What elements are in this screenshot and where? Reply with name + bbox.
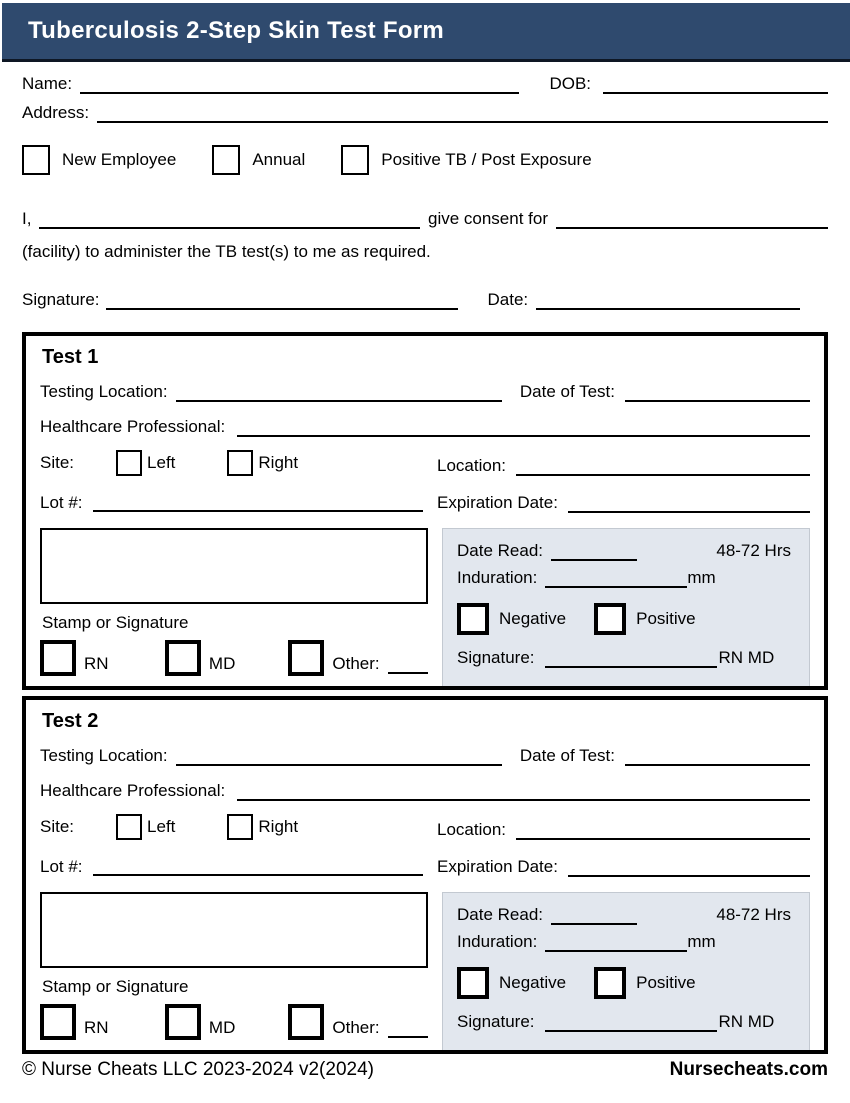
dob-field-line[interactable] [603, 76, 828, 94]
stamp-signature-box[interactable] [40, 528, 428, 604]
test1-read-panel [442, 528, 810, 686]
test2-lot-group [40, 857, 437, 877]
facility-text-row [22, 242, 828, 262]
site-right-checkbox[interactable] [227, 814, 253, 840]
location-label: Location: [437, 456, 506, 475]
expiration-label: Expiration Date: [437, 857, 558, 876]
form-body [0, 74, 850, 310]
reason-annual [212, 145, 305, 175]
date-read-row [457, 905, 795, 925]
negative-checkbox[interactable] [457, 603, 489, 635]
other-checkbox[interactable] [288, 1004, 324, 1040]
site-left-checkbox[interactable] [116, 814, 142, 840]
read-window-label: 48-72 Hrs [716, 905, 791, 924]
positive-label: Positive [636, 609, 696, 628]
reason-checkbox-row [22, 145, 828, 175]
credentials-label: RN MD [718, 1012, 775, 1031]
footer [22, 1059, 828, 1081]
negative-checkbox[interactable] [457, 967, 489, 999]
testing-location-line[interactable] [176, 384, 502, 402]
induration-line[interactable] [545, 932, 687, 952]
result-row [457, 603, 795, 635]
panel-signature-label: Signature: [457, 1012, 535, 1031]
annual-label: Annual [252, 150, 306, 169]
mm-unit-label: mm [687, 568, 716, 587]
signature-date-row [22, 290, 828, 310]
site-label: Site: [40, 817, 75, 836]
consent-name-line[interactable] [39, 211, 420, 229]
test2-site-row [40, 814, 810, 840]
reason-new-employee [22, 145, 176, 175]
panel-signature-line[interactable] [545, 648, 717, 668]
expiration-label: Expiration Date: [437, 493, 558, 512]
form-title: Tuberculosis 2-Step Skin Test Form [28, 17, 445, 44]
form-header-bar [2, 3, 850, 62]
test1-lot-group [40, 493, 437, 513]
stamp-caption: Stamp or Signature [42, 977, 189, 996]
test2-credential-row [40, 1004, 428, 1040]
test2-stamp-column [40, 892, 442, 1050]
reason-positive-tb [341, 145, 591, 175]
site-right-checkbox[interactable] [227, 450, 253, 476]
date-read-label: Date Read: [457, 905, 543, 924]
md-label: MD [208, 654, 236, 673]
positive-checkbox[interactable] [594, 967, 626, 999]
test2-expiration-group [437, 857, 810, 877]
site-left-label: Left [147, 817, 176, 836]
address-row [22, 103, 828, 123]
facility-text: (facility) to administer the TB test(s) to me as required. [22, 242, 431, 261]
location-line[interactable] [516, 458, 810, 476]
date-read-line[interactable] [551, 541, 637, 561]
signature-field-line[interactable] [106, 292, 458, 310]
test2-location-group [437, 814, 810, 840]
negative-label: Negative [499, 609, 567, 628]
panel-signature-label: Signature: [457, 648, 535, 667]
test1-location-group [437, 450, 810, 476]
healthcare-professional-line[interactable] [237, 419, 810, 437]
copyright-text: © Nurse Cheats LLC 2023-2024 v2(2024) [22, 1059, 374, 1080]
test1-site-row [40, 450, 810, 476]
date-read-label: Date Read: [457, 541, 543, 560]
lot-line[interactable] [93, 494, 423, 512]
rn-checkbox[interactable] [40, 640, 76, 676]
panel-signature-row [457, 1012, 795, 1032]
test1-site-group [40, 450, 437, 476]
other-line[interactable] [388, 656, 428, 674]
site-right-label: Right [258, 817, 299, 836]
testing-location-line[interactable] [176, 748, 502, 766]
test2-lot-row [40, 857, 810, 877]
test1-section [22, 332, 828, 690]
date-of-test-line[interactable] [625, 384, 810, 402]
test2-professional-row [40, 781, 810, 801]
positive-tb-label: Positive TB / Post Exposure [381, 150, 592, 169]
other-label: Other: [332, 654, 380, 673]
result-row [457, 967, 795, 999]
date-field-line[interactable] [536, 292, 800, 310]
location-line[interactable] [516, 822, 810, 840]
negative-label: Negative [499, 973, 567, 992]
new-employee-label: New Employee [62, 150, 177, 169]
expiration-line[interactable] [568, 495, 810, 513]
lot-line[interactable] [93, 858, 423, 876]
testing-location-label: Testing Location: [40, 746, 168, 765]
test1-lot-row [40, 493, 810, 513]
other-line[interactable] [388, 1020, 428, 1038]
website-text: Nursecheats.com [669, 1059, 828, 1080]
stamp-caption: Stamp or Signature [42, 613, 189, 632]
mm-unit-label: mm [687, 932, 716, 951]
name-dob-row [22, 74, 828, 94]
induration-line[interactable] [545, 568, 687, 588]
test2-site-group [40, 814, 437, 840]
md-checkbox[interactable] [165, 1004, 201, 1040]
expiration-line[interactable] [568, 859, 810, 877]
md-checkbox[interactable] [165, 640, 201, 676]
test1-professional-row [40, 417, 810, 437]
test1-location-row [40, 382, 810, 402]
name-label: Name: [22, 74, 73, 93]
location-label: Location: [437, 820, 506, 839]
testing-location-label: Testing Location: [40, 382, 168, 401]
consent-row [22, 209, 828, 229]
consent-prefix: I, [22, 209, 32, 228]
panel-signature-line[interactable] [545, 1012, 717, 1032]
induration-label: Induration: [457, 932, 538, 951]
induration-row [457, 932, 795, 952]
induration-label: Induration: [457, 568, 538, 587]
test1-title: Test 1 [42, 346, 99, 368]
rn-checkbox[interactable] [40, 1004, 76, 1040]
annual-checkbox[interactable] [212, 145, 240, 175]
credentials-label: RN MD [718, 648, 775, 667]
new-employee-checkbox[interactable] [22, 145, 50, 175]
other-checkbox[interactable] [288, 640, 324, 676]
rn-label: RN [84, 654, 109, 673]
test1-expiration-group [437, 493, 810, 513]
test2-read-panel [442, 892, 810, 1050]
test1-bottom-area [40, 528, 810, 686]
signature-label: Signature: [22, 290, 100, 309]
test2-location-row [40, 746, 810, 766]
healthcare-professional-line[interactable] [237, 783, 810, 801]
date-of-test-line[interactable] [625, 748, 810, 766]
site-right-label: Right [258, 453, 299, 472]
date-read-line[interactable] [551, 905, 637, 925]
test1-credential-row [40, 640, 428, 676]
site-left-label: Left [147, 453, 176, 472]
healthcare-professional-label: Healthcare Professional: [40, 781, 226, 800]
date-of-test-label: Date of Test: [519, 746, 615, 765]
address-field-line[interactable] [97, 105, 828, 123]
name-field-line[interactable] [80, 76, 519, 94]
test2-bottom-area [40, 892, 810, 1050]
positive-checkbox[interactable] [594, 603, 626, 635]
lot-label: Lot #: [40, 857, 83, 876]
consent-middle: give consent for [427, 209, 548, 228]
test2-section [22, 696, 828, 1054]
other-label: Other: [332, 1018, 380, 1037]
date-of-test-label: Date of Test: [519, 382, 615, 401]
induration-row [457, 568, 795, 588]
healthcare-professional-label: Healthcare Professional: [40, 417, 226, 436]
address-label: Address: [22, 103, 90, 122]
rn-label: RN [84, 1018, 109, 1037]
site-label: Site: [40, 453, 75, 472]
dob-label: DOB: [549, 74, 591, 93]
date-label: Date: [487, 290, 529, 309]
read-window-label: 48-72 Hrs [716, 541, 791, 560]
stamp-signature-box[interactable] [40, 892, 428, 968]
lot-label: Lot #: [40, 493, 83, 512]
positive-tb-checkbox[interactable] [341, 145, 369, 175]
positive-label: Positive [636, 973, 696, 992]
test2-title: Test 2 [42, 710, 99, 732]
md-label: MD [208, 1018, 236, 1037]
date-read-row [457, 541, 795, 561]
consent-facility-line[interactable] [556, 211, 828, 229]
test1-stamp-column [40, 528, 442, 686]
panel-signature-row [457, 648, 795, 668]
site-left-checkbox[interactable] [116, 450, 142, 476]
